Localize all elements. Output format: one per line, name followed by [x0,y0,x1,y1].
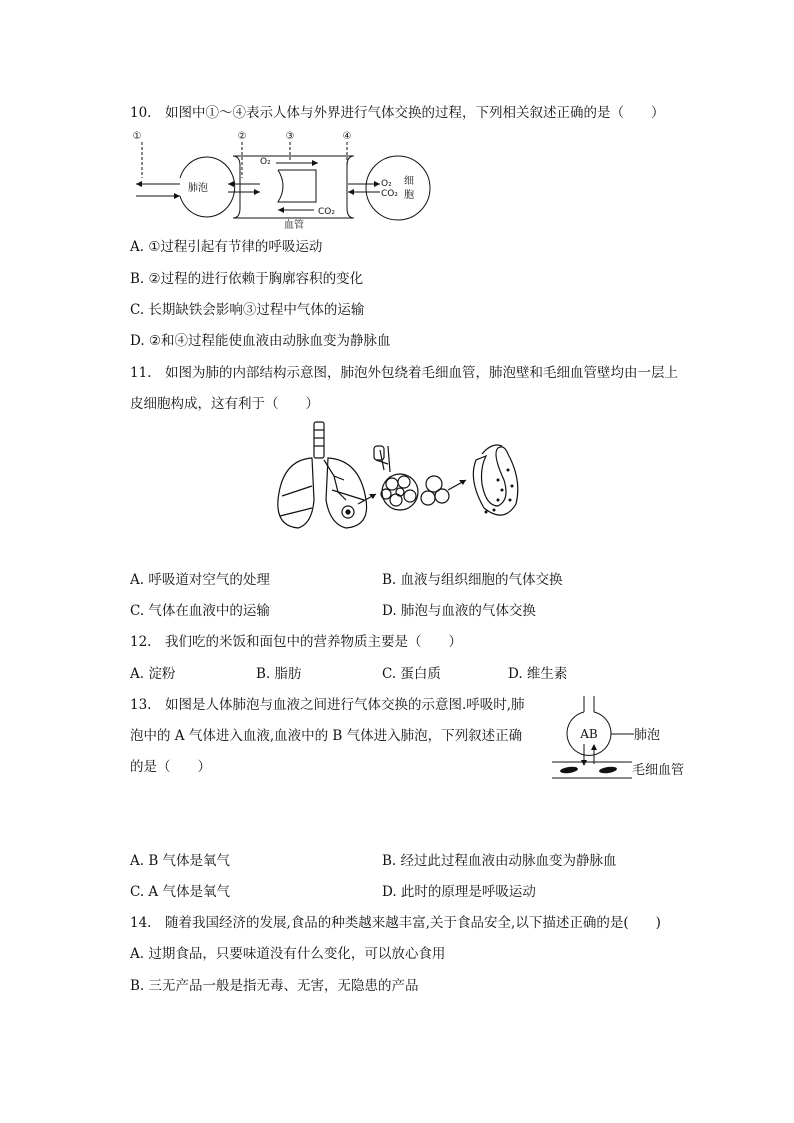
q12-option-c[interactable]: C. 蛋白质 [382,666,441,682]
capillary-label: 毛细血管 [632,763,685,778]
q13-option-c[interactable]: C. A 气体是氧气 [130,884,230,900]
q12-stem: 12. 我们吃的米饭和面包中的营养物质主要是（ ） [130,634,462,650]
q10-option-a[interactable]: A. ①过程引起有节律的呼吸运动 [130,239,323,255]
ab-label: AB [580,727,598,741]
q11-stem-line2: 皮细胞构成，这有利于（ ） [130,396,319,412]
cell-co2-label: CO₂ [381,189,398,199]
q11-option-b[interactable]: B. 血液与组织细胞的气体交换 [382,572,563,588]
marker-4: ④ [342,131,352,142]
q13-stem-line3: 的是（ ） [130,759,211,775]
q11-stem-line1: 11. 如图为肺的内部结构示意图，肺泡外包绕着毛细血管，肺泡壁和毛细血管壁均由一层上 [130,365,678,381]
q14-stem: 14. 随着我国经济的发展,食品的种类越来越丰富,关于食品安全,以下描述正确的是( ) [130,915,661,931]
vessel-label: 血管 [284,220,304,231]
q10-option-c[interactable]: C. 长期缺铁会影响③过程中气体的运输 [130,302,365,318]
cell-o2-label: O₂ [381,179,392,189]
q11-option-c[interactable]: C. 气体在血液中的运输 [130,603,270,619]
q13-option-d[interactable]: D. 此时的原理是呼吸运动 [382,884,536,900]
q12-option-a[interactable]: A. 淀粉 [130,666,176,682]
cell-label [404,175,417,201]
q13-alveolus-capillary-figure [544,694,694,784]
q10-option-d[interactable]: D. ②和④过程能使血液由动脉血变为静脉血 [130,333,391,349]
marker-3: ③ [285,131,295,142]
q12-option-d[interactable]: D. 维生素 [508,666,568,682]
q10-stem: 10. 如图中①～④表示人体与外界进行气体交换的过程，下列相关叙述正确的是（ ） [130,105,665,121]
alveolus-label: 肺泡 [634,728,661,743]
q11-option-d[interactable]: D. 肺泡与血液的气体交换 [382,603,536,619]
q13-stem-line1: 13. 如图是人体肺泡与血液之间进行气体交换的示意图.呼吸时,肺 [130,697,525,713]
co2-label-bottom: CO₂ [318,207,335,217]
q13-stem-line2: 泡中的 A 气体进入血液,血液中的 B 气体进入肺泡，下列叙述正确 [130,728,523,744]
q11-lung-structure-figure [272,420,532,532]
q10-option-b[interactable]: B. ②过程的进行依赖于胸廓容积的变化 [130,271,364,287]
marker-2: ② [237,131,247,142]
q12-option-b[interactable]: B. 脂肪 [256,666,302,682]
q10-gas-exchange-diagram [128,126,438,232]
q11-option-a[interactable]: A. 呼吸道对空气的处理 [130,572,270,588]
q14-option-b[interactable]: B. 三无产品一般是指无毒、无害，无隐患的产品 [130,978,419,994]
cell-label-char: 胞 [404,190,414,201]
alveolus-label: 肺泡 [188,183,208,194]
cell-label-char: 细 [404,176,414,187]
o2-label-top: O₂ [260,157,271,167]
q13-option-a[interactable]: A. B 气体是氧气 [130,853,231,869]
q13-option-b[interactable]: B. 经过此过程血液由动脉血变为静脉血 [382,853,617,869]
q14-option-a[interactable]: A. 过期食品，只要味道没有什么变化，可以放心食用 [130,946,446,962]
marker-1: ① [132,131,142,142]
